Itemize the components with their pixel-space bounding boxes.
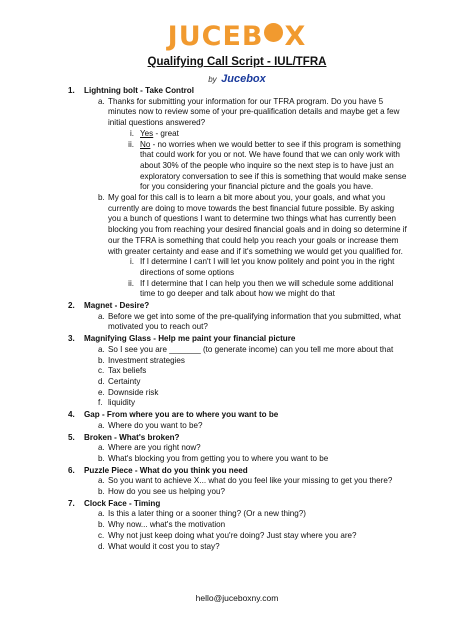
outline-item bbox=[68, 388, 408, 399]
section-number: 1. bbox=[68, 86, 75, 95]
logo-badge-icon bbox=[264, 23, 283, 42]
section-heading bbox=[68, 301, 408, 312]
item-text: What would it cost you to stay? bbox=[108, 541, 220, 551]
outline-item bbox=[68, 476, 408, 487]
item-marker: c. bbox=[98, 366, 105, 376]
outline-section bbox=[68, 86, 408, 300]
item-marker: b. bbox=[98, 355, 105, 365]
item-text: So you want to achieve X... what do you feel like your missing to get you there? bbox=[108, 476, 393, 486]
item-marker: a. bbox=[98, 509, 105, 519]
logo bbox=[0, 22, 474, 52]
subitem-text: - great bbox=[153, 128, 179, 138]
item-text: So I see you are _______ (to generate income) can you tell me more about that bbox=[108, 344, 394, 354]
item-text: Is this a later thing or a sooner thing? (Or a new thing?) bbox=[108, 509, 306, 519]
item-marker: d. bbox=[98, 541, 105, 551]
item-text: liquidity bbox=[108, 398, 135, 408]
item-marker: f. bbox=[98, 398, 103, 408]
byline-author: Jucebox bbox=[221, 73, 266, 85]
footer-email: hello@juceboxny.com bbox=[195, 593, 279, 603]
logo-text-right: X bbox=[284, 21, 307, 52]
item-text: Where are you right now? bbox=[108, 443, 201, 453]
item-text: What's blocking you from getting you to where you want to be bbox=[108, 453, 329, 463]
outline-item bbox=[68, 97, 408, 129]
item-marker: b. bbox=[98, 520, 105, 530]
outline-section bbox=[68, 466, 408, 498]
section-title: Broken - What's broken? bbox=[84, 432, 180, 442]
item-text: My goal for this call is to learn a bit more about you, your goals, and what you currently are doing to move towards the best financial future possible. By asking you a bunch of questions I want to determine two things what has currently been blocking you from reaching your desired financial goals and in doing so determine if our the TFRA is something that could help you reach your goals or increase them with greater certainty and ease and if it's something we would get you qualified for. bbox=[108, 193, 407, 256]
section-heading bbox=[68, 86, 408, 97]
section-heading bbox=[68, 410, 408, 421]
item-marker: a. bbox=[98, 420, 105, 430]
section-title: Magnifying Glass - Help me paint your financial picture bbox=[84, 334, 296, 344]
outline-section bbox=[68, 334, 408, 409]
item-marker: b. bbox=[98, 193, 105, 203]
item-text: How do you see us helping you? bbox=[108, 487, 225, 497]
section-number: 3. bbox=[68, 334, 75, 344]
outline-item bbox=[68, 356, 408, 367]
subitem-answer: Yes bbox=[140, 128, 154, 138]
outline-item bbox=[68, 509, 408, 520]
item-text: Why now... what's the motivation bbox=[108, 520, 226, 530]
outline-item bbox=[68, 520, 408, 531]
item-text: Certainty bbox=[108, 376, 141, 386]
section-heading bbox=[68, 499, 408, 510]
byline-label: by bbox=[208, 75, 217, 84]
item-marker: b. bbox=[98, 453, 105, 463]
section-number: 7. bbox=[68, 498, 75, 508]
item-marker: a. bbox=[98, 96, 105, 106]
section-number: 4. bbox=[68, 410, 75, 420]
outline-section bbox=[68, 410, 408, 431]
outline-item bbox=[68, 377, 408, 388]
section-heading bbox=[68, 334, 408, 345]
item-text: Thanks for submitting your information for our TFRA program. Do you have 5 minutes now to review some of your pre-qualification details and maybe get a few initial questions answered? bbox=[108, 96, 400, 128]
section-title: Puzzle Piece - What do you think you need bbox=[84, 465, 248, 475]
outline-section bbox=[68, 301, 408, 333]
subitem-marker: ii. bbox=[128, 278, 134, 288]
subitem-marker: i. bbox=[129, 257, 134, 267]
section-title: Lightning bolt - Take Control bbox=[84, 86, 194, 95]
outline-section bbox=[68, 433, 408, 465]
section-number: 6. bbox=[68, 465, 75, 475]
outline-subitem bbox=[68, 140, 408, 194]
section-title: Magnet - Desire? bbox=[84, 301, 150, 311]
outline-item bbox=[68, 366, 408, 377]
item-marker: a. bbox=[98, 476, 105, 486]
outline-section bbox=[68, 499, 408, 553]
section-heading bbox=[68, 466, 408, 477]
subitem-answer: No bbox=[140, 139, 151, 149]
item-text: Investment strategies bbox=[108, 355, 185, 365]
outline-item bbox=[68, 421, 408, 432]
outline-subitem bbox=[68, 257, 408, 278]
item-text: Downside risk bbox=[108, 387, 159, 397]
outline-item bbox=[68, 454, 408, 465]
subitem-text: If I determine I can't I will let you know politely and point you in the right directions of some options bbox=[140, 257, 395, 277]
subitem-marker: i. bbox=[129, 128, 134, 138]
byline bbox=[0, 71, 474, 87]
document-title: Qualifying Call Script - IUL/TFRA bbox=[147, 56, 327, 68]
subitem-text: - no worries when we would better to see if this program is something that could work for you or not. We have found that we can only work with about 30% of the people who inquire so the next step is to have just an exploratory conversation to see if this is something that would make sense for you considering your financial picture and the goals you have. bbox=[140, 139, 407, 192]
item-marker: a. bbox=[98, 311, 105, 321]
item-marker: e. bbox=[98, 387, 105, 397]
item-marker: d. bbox=[98, 376, 105, 386]
section-title: Clock Face - Timing bbox=[84, 498, 161, 508]
outline-item bbox=[68, 487, 408, 498]
item-marker: b. bbox=[98, 487, 105, 497]
item-text: Tax beliefs bbox=[108, 366, 147, 376]
subitem-marker: ii. bbox=[128, 139, 134, 149]
item-text: Before we get into some of the pre-qualifying information that you submitted, what motivated you to reach out? bbox=[108, 311, 401, 332]
outline-item bbox=[68, 398, 408, 409]
outline-item bbox=[68, 531, 408, 542]
item-text: Why not just keep doing what you're doing? Just stay where you are? bbox=[108, 530, 357, 540]
item-text: Where do you want to be? bbox=[108, 420, 203, 430]
section-heading bbox=[68, 433, 408, 444]
outline-item bbox=[68, 345, 408, 356]
outline-item bbox=[68, 193, 408, 257]
section-title: Gap - From where you are to where you want to be bbox=[84, 410, 279, 420]
outline-item bbox=[68, 542, 408, 553]
script-outline bbox=[68, 86, 408, 553]
item-marker: c. bbox=[98, 530, 105, 540]
outline-subitem bbox=[68, 279, 408, 300]
outline-item bbox=[68, 443, 408, 454]
logo-text-left: JUCEB bbox=[167, 21, 264, 52]
item-marker: a. bbox=[98, 443, 105, 453]
section-number: 5. bbox=[68, 432, 75, 442]
outline-subitem bbox=[68, 129, 408, 140]
item-marker: a. bbox=[98, 344, 105, 354]
outline-item bbox=[68, 312, 408, 333]
subitem-text: If I determine that I can help you then we will schedule some additional time to go deeper and talk about how we might do that bbox=[140, 278, 394, 299]
section-number: 2. bbox=[68, 301, 75, 311]
